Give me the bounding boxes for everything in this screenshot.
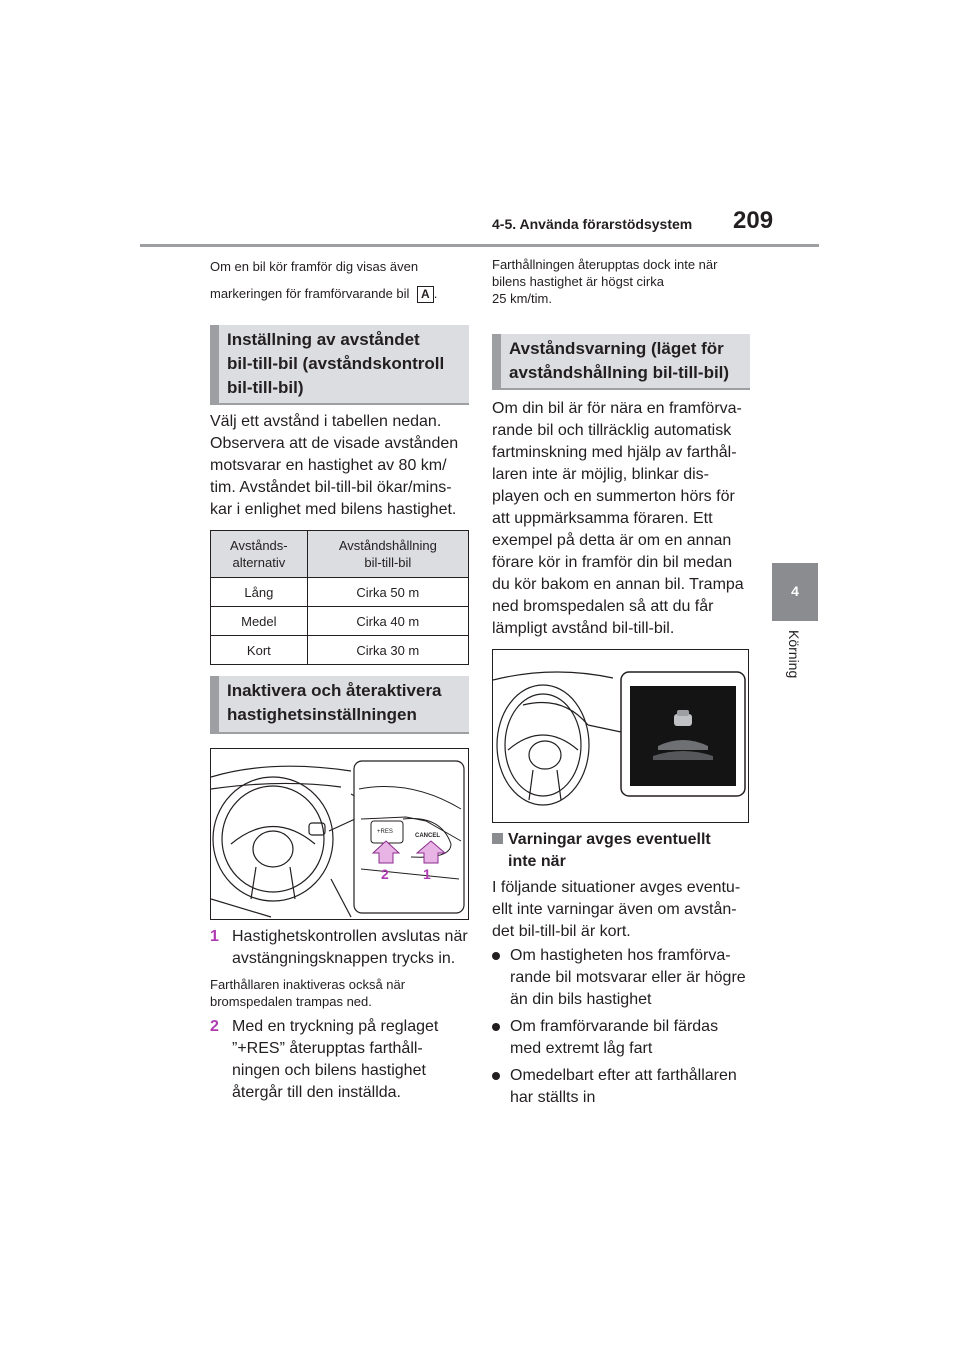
table-header-row	[211, 531, 469, 578]
note-line: Farthållaren inaktiveras också när	[210, 977, 406, 992]
page-number: 209	[733, 207, 774, 234]
heading-line: Inställning av avståndet	[227, 330, 420, 349]
display-warning-figure	[492, 649, 749, 823]
para-line: lämpligt avstånd bil-till-bil.	[492, 620, 675, 637]
heading-cancel-resume	[210, 676, 469, 734]
res-button-label: +RES	[377, 829, 393, 835]
step-line: Med en tryckning på reglaget	[232, 1018, 439, 1035]
table-row	[211, 578, 469, 607]
step-2	[210, 1016, 470, 1104]
para-line: Observera att de visade avstånden	[210, 435, 459, 452]
bullet-line: rande bil motsvarar eller är högre	[510, 969, 746, 986]
step-line: ”+RES” återupptas farthåll-	[232, 1040, 423, 1057]
heading-line: Inaktivera och återaktivera	[227, 681, 442, 700]
para-line: fartminskning med hjälp av farthål-	[492, 444, 737, 461]
heading-line: bil-till-bil)	[227, 378, 304, 397]
section-title: 4-5. Använda förarstödsystem	[492, 216, 693, 232]
cell-distance: Cirka 30 m	[307, 636, 468, 665]
para-line: playen och en summerton hörs för	[492, 488, 735, 505]
heading-line: Avståndsvarning (läget för	[509, 339, 724, 358]
intro-line-2: markeringen för framförvarande bil A .	[210, 286, 438, 301]
para-line: exempel på detta är om en annan	[492, 532, 732, 549]
bullet-line: har ställts in	[510, 1089, 596, 1106]
heading-line: avståndshållning bil-till-bil)	[509, 363, 730, 382]
bullet-line: Omedelbart efter att farthållaren	[510, 1067, 737, 1084]
para-line: kar i enlighet med bilens hastighet.	[210, 501, 457, 518]
bullet-dot-icon	[492, 1023, 500, 1031]
para-line: Om din bil är för nära en framförva-	[492, 400, 742, 417]
step-number: 2	[210, 1018, 219, 1035]
cell-option: Lång	[211, 578, 308, 607]
bullet-item	[492, 1016, 752, 1060]
chapter-number: 4	[791, 583, 799, 599]
para-line: I följande situationer avges eventu-	[492, 879, 741, 896]
para-line: laren inte är möjlig, blinkar dis-	[492, 466, 709, 483]
note-line: 25 km/tim.	[492, 291, 552, 306]
intro-text: markeringen för framförvarande bil	[210, 286, 410, 301]
no-warning-paragraph	[492, 877, 740, 943]
header-distance: Avståndshållning bil-till-bil	[307, 531, 468, 578]
table-row	[211, 636, 469, 665]
heading-distance-warning	[492, 334, 750, 390]
bullet-dot-icon	[492, 952, 500, 960]
heading-line: hastighetsinställningen	[227, 705, 417, 724]
step-line: återgår till den inställda.	[232, 1084, 401, 1101]
header-rule	[140, 244, 819, 247]
para-line: du kör bakom en annan bil. Trampa	[492, 576, 744, 593]
para-line: ned bromspedalen så att du får	[492, 598, 714, 615]
heading-distance-setting	[210, 325, 469, 405]
note-line: Farthållningen återupptas dock inte när	[492, 257, 718, 272]
step-line: Hastighetskontrollen avslutas när	[232, 928, 468, 945]
chapter-label: Körning	[786, 630, 802, 679]
cell-option: Kort	[211, 636, 308, 665]
bullet-line: Om hastigheten hos framförva-	[510, 947, 731, 964]
note-line: bilens hastighet är högst cirka	[492, 274, 664, 289]
note-line: bromspedalen trampas ned.	[210, 994, 372, 1009]
bullet-line: än din bils hastighet	[510, 991, 652, 1008]
para-line: Välj ett avstånd i tabellen nedan.	[210, 413, 442, 430]
warning-paragraph	[492, 398, 744, 640]
cancel-button-label: CANCEL	[415, 833, 440, 839]
square-bullet-icon	[492, 833, 503, 844]
step-line: avstängningsknappen trycks in.	[232, 950, 456, 967]
cell-distance: Cirka 40 m	[307, 607, 468, 636]
para-line: rande bil och tillräcklig automatisk	[492, 422, 732, 439]
step-number: 1	[210, 928, 219, 945]
step-line: ningen och bilens hastighet	[232, 1062, 426, 1079]
header-option: Avstånds- alternativ	[211, 531, 308, 578]
heading-line: bil-till-bil (avståndskontroll	[227, 354, 445, 373]
bullet-line: Om framförvarande bil färdas	[510, 1018, 719, 1035]
para-line: ellt inte varningar även om avstån-	[492, 901, 737, 918]
cell-distance: Cirka 50 m	[307, 578, 468, 607]
distance-table	[210, 530, 469, 665]
dashboard-illustration	[493, 650, 748, 822]
subhead-line: Varningar avges eventuellt	[508, 831, 711, 848]
bullet-line: med extremt låg fart	[510, 1040, 653, 1057]
callout-2: 2	[381, 866, 389, 882]
chapter-tab[interactable]	[772, 563, 818, 621]
note-brake	[210, 976, 405, 1010]
steering-switch-figure	[210, 748, 469, 920]
bullet-item	[492, 945, 752, 1011]
intro-line-1: Om en bil kör framför dig visas även	[210, 259, 419, 274]
para-line: tim. Avståndet bil-till-bil ökar/mins-	[210, 479, 452, 496]
para-line: det bil-till-bil är kort.	[492, 923, 631, 940]
bullet-dot-icon	[492, 1072, 500, 1080]
steering-wheel-illustration	[211, 749, 468, 919]
note-resume	[492, 256, 717, 307]
para-line: motsvarar en hastighet av 80 km/	[210, 457, 447, 474]
step-1	[210, 926, 470, 970]
subhead-no-warning	[492, 829, 711, 873]
para-line: att uppmärksamma föraren. Ett	[492, 510, 713, 527]
cell-option: Medel	[211, 607, 308, 636]
table-row	[211, 607, 469, 636]
bullet-item	[492, 1065, 752, 1109]
marker-a-icon: A	[417, 286, 434, 303]
distance-paragraph	[210, 411, 458, 521]
para-line: förare kör in framför din bil medan	[492, 554, 733, 571]
callout-1: 1	[423, 866, 431, 882]
subhead-line: inte när	[508, 853, 566, 870]
